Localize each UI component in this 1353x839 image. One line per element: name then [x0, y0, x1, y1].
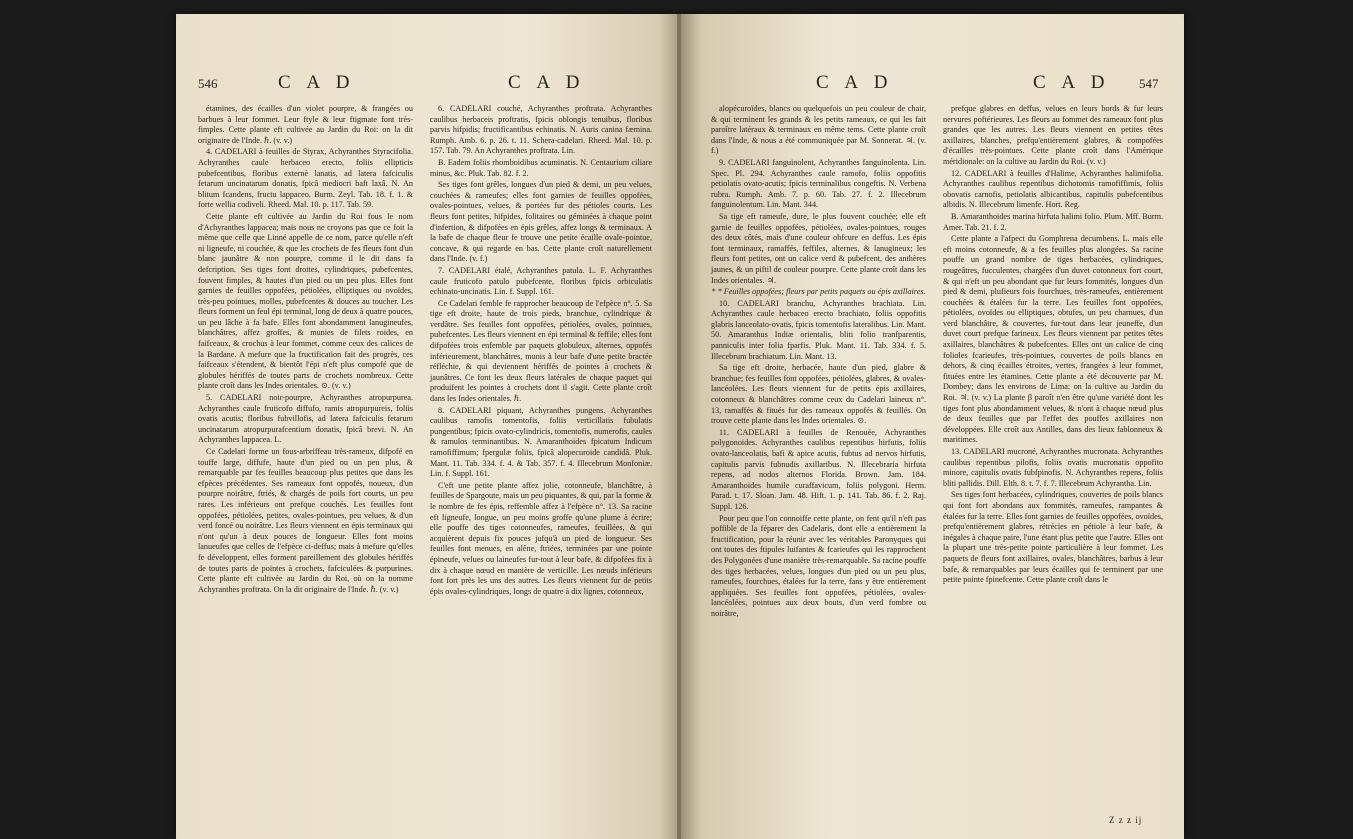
right-page-column-2 — [943, 104, 1163, 587]
paragraph: Ce Cadelari femble fe rapprocher beaucoup de l'efpèce n°. 5. Sa tige eft droite, haute de trois pieds, branchue, cylindrique & verdâtre. Ses feuilles font oppofées, pétiolées, ovales, pointues, pubefcentes. Les fleurs viennent en épi terminal & feffile; elles font difpofées trois enfemble par paquets globuleux, alternes, oppofés inférieurement, blanchâtres, munis à leur bafe d'une petite bractée réfléchie, & qui deviennent hériffés de pointes à crochets & jaunâtres. Ce font les deux fleurs latérales de chaque paquet qui produifent les pointes à crochets dont il s'agit. Cette plante croît dans les Indes orientales. ℏ. — [430, 298, 652, 404]
paragraph: B. Amaranthoides marina hirfuta halimi folio. Plum. Mff. Burm. Amer. Tab. 21. f. 2. — [943, 211, 1163, 232]
left-page-header — [176, 72, 679, 98]
left-page-column-1 — [198, 104, 413, 596]
signature-mark: Z z z ij — [1109, 815, 1143, 825]
running-head-right: C A D — [508, 72, 586, 93]
paragraph: 4. CADELARI à feuilles de Styrax, Achyranthes Styracifolia. Achyranthes caule herbaceo erecto, foliis ellipticis pubefcentibus, floribus externè lanatis, ad latera fafciculis fetarum uncinatarum donatis, fpicâ mediocri baft laxâ. N. An blitum fcandens, fructu lappaceo. Burm. Zeyl. Tab. 18. f. 1. & forte wellia codiveli. Rheed. Mal. 10. p. 117. Tab. 59. — [198, 147, 413, 210]
paragraph: Ses tiges font herbacées, cylindriques, couvertes de poils blancs qui font fort abondans aux fommités, rameufes, rampantes & étalées fur la terre. Elles font garnies de feuilles oppofées, ovoïdes, prefqu'entièrement glabres, rétrécies en pétiole à leur bafe, & inégales à chaque paire, l'une étant plus petite que l'autre. Elles ont la plupart une très-petite pointe particulière à leur fommet. Les paquets de fleurs font axillaires, ovales, blanchâtres, barbus à leur bafe, & remarquables par leurs écailles qui fe terminent par une petite pointe fpinefcente. Cette plante croît dans le — [943, 490, 1163, 585]
paragraph: Ce Cadelari forme un fous-arbriffeau très-rameux, difpofé en touffe large, diffufe, haute d'un pied ou un peu plus, & remarquable par fes feuilles beaucoup plus petites que dans les efpèces précédentes. Ses rameaux font oppofés, noueux, d'un pourpre noirâtre, ftriés, & chargés de poils fort courts, un peu rares. Les inférieurs ont prefque couchés. Les feuilles font oppofées, pétiolées, petites, ovales-pointues, peu velues, & d'un verd foncé ou noirâtre. Les fleurs viennent en épis terminaux qui n'ont qu'un à deux pouces de longueur. Elles font moins lanueufes que celles de l'efpèce ci-deffus; mais à mefure qu'elles fe développent, elles forment pareillement des globules hériffés de toutes parts de pointes à crochets, fafciculées & purpurines. Cette plante eft cultivée au Jardin du Roi, où on la nomme Achyranthes proftrata. On la dit originaire de l'Inde. ℏ. (v. v.) — [198, 447, 413, 594]
paragraph: Cette plante a l'afpect du Gomphrena decumbens. L. mais elle eft moins cotonneufe, & a fes feuilles plus alongées. Sa racine pouffe un grand nombre de tiges herbacées, cylindriques, rougeâtres, fucculentes, chargées d'un duvet cotonneux fort court, & qui n'eft un peu abondant que fur leurs fommités, longues d'un pied & demi, plufieurs fois fourchues, très-rameufes, entièrement couchées & étalées fur la terre. Les feuilles font oppofées, pétiolées, ovoïdes ou elliptiques, obtufes, un peu charnues, d'un verd blanchâtre, & couvertes, fur-tout dans leur jeuneffe, d'un duvet court prefque farineux. Les fleurs viennent par petites têtes axillaires, blanchâtres & pubefcentes. Elles ont un calice de cinq folioles fcarieufes, très-pointues, couvertes de poils blancs en dehors, & cinq écailles étroites, vertes, frangées à leur fommet, fituées entre les étamines. Cette plante a été découverte par M. Dombey; dans les environs de Lima: on la cultive au Jardin du Roi. ♃. (v. v.) La plante β paroît n'en être qu'une variété dont les tiges font plus abondamment velues, & n'ont à chaque nœud plus de deux feuilles que par l'effet des pouffes axillaires non développées. Elle croît aux Antilles, dans des lieux fablonneux & maritimes. — [943, 234, 1163, 445]
paragraph: 6. CADELARI couché, Achyranthes proftrata. Achyranthes caulibus herbaceis proftratis, fpicis oblongis tenuibus, floribus parvis hifpidis; fructificantibus echinatis. N. Auris canina fæmina. Rumph. Amb. 6. p. 26. t. 11. Schera-cadelari. Rheed. Mal. 10. p. 157. Tab. 79. An Achyranthes proftrata. Lin. — [430, 104, 652, 156]
paragraph: Pour peu que l'on connoiffe cette plante, on fent qu'il n'eft pas poffible de la féparer des Cadelaris, dont elle a entièrement la fructification, pour la réunir avec les véritables Paronyques qui ont toutes des ftipules luifantes & fcarieufes qui les rapprochent des Polygonées d'une manière très-remarquable. Sa racine pouffe des tiges herbacées, velues, longues d'un pied ou un peu plus, rameufes, fourchues, étalées fur la terre, fans y être entièrement appliquées. Ses feuilles font oppofées, pétiolées, ovales-lancéolées, pointues aux deux bouts, d'un verd fombre ou noirâtre, — [711, 513, 926, 618]
paragraph: Sa tige eft rameufe, dure, le plus fouvent couchée; elle eft garnie de feuilles oppofées, pétiolées, ovales-pointues, rouges des deux côtés, mais d'une couleur obfcure en deffus. Les épis font terminaux, ramaffés, feffiles, alternes, & lanugineux; les fleurs font petites, ont un calice verd & pubefcent, des anthères jaunes, & un piftil de couleur pourpre. Cette plante croît dans les Indes orientales. ♃. — [711, 211, 926, 285]
section-heading: * * Feuilles oppofées; fleurs par petits paquets ou épis axillaires. — [711, 287, 926, 297]
left-page-column-2 — [430, 104, 652, 598]
paragraph: alopécuroïdes, blancs ou quelquefois un peu couleur de chair, & qui terminent les grands & les petits rameaux, ce qui les fait paroître latéraux & terminaux en même tems. Cette plante croît dans l'Inde, & nous a été communiquée par M. Sonnerat. ♃. (v. f.) — [711, 104, 926, 156]
right-page — [681, 14, 1184, 839]
paragraph: 5. CADELARI noir-pourpre, Achyranthes atropurpurea. Achyranthes caule fruticofo diffufo, ramis atropurpureis, foliis ovatis acutis; floribus fubvillofis, ad latera fafciculis fetarum uncinatarum atropurpurafcentium donatis, fpicâ brevi. N. An Achyranthes lappacea. L. — [198, 393, 413, 445]
paragraph: 13. CADELARI mucroné, Achyranthes mucronata. Achyranthes caulibus repentibus pilofis, foliis ovatis mucronatis oppofito minore, capitulis ovatis fubfpinofis. N. Achyranthes repens, foliis bliti pallidis. Dill. Elth. 8. t. 7. f. 7. Illecebrum Achyrantha. Lin. — [943, 447, 1163, 488]
right-page-header — [681, 72, 1184, 98]
paragraph: B. Eadem foliis rhomboidibus acuminatis. N. Centaurium ciliare minus, &c. Pluk. Tab. 82. f. 2. — [430, 157, 652, 178]
paragraph: C'eft une petite plante affez jolie, cotonneufe, blanchâtre, à feuilles de Spargoute, mais un peu piquantes, & qui, par la forme & le nombre de fes épis, reffemble affez à l'efpèce n°. 13. Sa racine eft ligneufe, longue, un peu moins groffe qu'une plume à écrire; elle pouffe des tiges cotonneufes, rameufes, feuillées, & qui acquièrent depuis fix pouces jufqu'à un pied de longueur. Ses feuilles font menues, en alêne, ftriées, terminées par une pointe épineufe, velues ou laineufes fur-tout à leur bafe, & difpofées fix à dix à chaque nœud en manière de verticille. Les nœuds inférieurs font fort près les uns des autres. Les fleurs viennent fur de petits épis ovales-cylindriques, longs de quatre à dix lignes, cotonneux, — [430, 480, 652, 596]
paragraph: 12. CADELARI à feuilles d'Halime, Achyranthes halimifolia. Achyranthes caulibus repentibus dichotomis ramofiffimis, foliis obovatis carnofis, petiolatis albicantibus, capitulis pubefcentibus albidis. N. Illecebrum limenfe. Hort. Reg. — [943, 168, 1163, 210]
page-number: 546 — [198, 76, 218, 91]
right-page-column-1 — [711, 104, 926, 621]
left-page — [176, 14, 679, 839]
book-spread — [176, 14, 1184, 839]
running-head-left: C A D — [816, 72, 894, 93]
paragraph: étamines, des écailles d'un violet pourpre, & frangées ou barbues à leur fommet. Leur ftyle & leur ftigmate font très-fimples. Cette plante eft cultivée au Jardin du Roi: on la dit originaire de l'Inde. ℏ. (v. v.) — [198, 104, 413, 145]
paragraph: 7. CADELARI étalé, Achyranthes patula. L. F. Achyranthes caule fruticofo patulo pubefcente, floribus fpicis orbiculatis echinato-uncinatis. Lin. f. Suppl. 161. — [430, 265, 652, 297]
running-head-left: C A D — [278, 72, 356, 93]
page-number: 547 — [1139, 76, 1159, 91]
paragraph: Cette plante eft cultivée au Jardin du Roi fous le nom d'Achyranthes lappacea; mais nous ne croyons pas que ce foit la même que celle que Linné appelle de ce nom, parce qu'elle n'eft ni ligneufe, ni couchée, & que les crochets de fes fleurs font d'un blanc jaunâtre & non pourpre, comme il le dit dans fa defcription. Ses tiges font droites, cylindriques, pubefcentes, fouvent fimples, & hautes d'un pied ou un peu plus. Elles font garnies de feuilles oppofées, pétiolées, elliptiques ou ovoïdes, très-peu pointues, molles, pubefcentes & douces au toucher. Les fleurs forment un feul épi terminal, long de deux à quatre pouces, un peu lâche à fa bafe. Elles font abondamment lanugineufes, blanchâtres, affez groffes, & munies de filets roides, en faifceaux, & crochus à leur fommet, comme ceux des calices de la Bardane. A mefure que la fructification fait des progrès, ces faifceaux s'étendent, & bientôt l'épi n'eft plus compofé que de globules hériffés de toutes parts de crochets nombreux. Cette plante croît dans les Indes orientales. ⊙. (v. v.) — [198, 211, 413, 391]
paragraph: Sa tige eft droite, herbacée, haute d'un pied, glabre & branchue; fes feuilles font oppofées, pétiolées, glabres, & ovales-lancéolées. Les fleurs viennent fur de petits épis axillaires, cotonneux & blanchâtres comme ceux du Cadelari laineux n°. 13, ramaffés & fitués fur des rameaux oppofés & feuillés. On trouve cette plante dans les Indes orientales. ⊙. — [711, 363, 926, 426]
paragraph: Ses tiges font grêles, longues d'un pied & demi, un peu velues, couchées & rameufes; elles font garnies de feuilles oppofées, ovales-pointues, velues, & portées fur des pétioles courts. Les fleurs font petites, hifpides, folitaires ou géminées à chaque point d'infertion, & difpofées en épis grêles, affez longs & terminaux. A la bafe de chaque fleur fe trouve une petite écaille ovale-pointue, concave, & qui regarde en bas. Cette plante croît naturellement dans l'Inde. (v. f.) — [430, 180, 652, 264]
running-head-right: C A D — [1033, 72, 1111, 93]
paragraph: 11. CADELARI à feuilles de Renouée, Achyranthes polygonoides. Achyranthes caulibus repentibus hirfutis, foliis ovato-lanceolatis, bafi & apice acutis, fubtus ad nervos hirfutis, capitulis parvis fubnudis axillaribus. N. Illecebraria hirfuta repens, ad nodos alternos Florida. Brown. Jam. 184. Amaranthoides humile curaffavicum, foliis polygoni. Herm. Parad. t. 17. Sloan. Jam. 48. Hift. 1. p. 141. Tab. 86. f. 2. Raj. Suppl. 126. — [711, 427, 926, 511]
paragraph: 10. CADELARI branchu, Achyranthes brachiata. Lin. Achyranthes caule herbaceo erecto brachiato, foliis oppofitis glabris lanceolato-ovatis, fpicis tomentofis lateralibus. Lin. Mant. 50. Amaranthus Indiæ orientalis, bliti folio tranfparentis, panniculis inter folia fparfis. Pluk. Mant. 11. Tab. 334. f. 5. Illecebrum brachiatum. Lin. Mant. 13. — [711, 298, 926, 361]
paragraph: 8. CADELARI piquant, Achyranthes pungens. Achyranthes caulibus ramofis tomentofis, foliis verticillatis fubulatis pungentibus; fpicis ovato-cylindricis, tomentofis, numerofis, caules & ramulos terminantibus. N. Amaranthoides fpicatum Indicum ramofiffimum; fpergulæ foliis, fpicâ alopecuroide candidâ. Pluk. Mant. 11. Tab. 334. f. 4. & Tab. 357. f. 4. Illecebrum Monfoniæ. Lin. f. Suppl. 161. — [430, 405, 652, 479]
paragraph: 9. CADELARI fanguinolent, Achyranthes fanguinolenta. Lin. Spec. Pl. 294. Achyranthes caule ramofo, foliis oppofitis petiolatis ovato-acutis; fpicis terminalibus congeftis. N. Verbena rubra. Rumph. Amb. 7. p. 60. Tab. 27. f. 2. Illecebrum fanguinolentum. Lin. Mant. 344. — [711, 157, 926, 210]
paragraph: prefque glabres en deffus, velues en leurs bords & fur leurs nervures poftérieures. Les fleurs au fommet des rameaux font plus grandes que les autres. Les fleurs viennent en petites têtes axillaires, blanches, prefqu'entièrement glabres, & compofées d'écailles très-pointues. Cette plante croît dans l'Amérique méridionale: on la cultive au Jardin du Roi. (v. v.) — [943, 104, 1163, 166]
